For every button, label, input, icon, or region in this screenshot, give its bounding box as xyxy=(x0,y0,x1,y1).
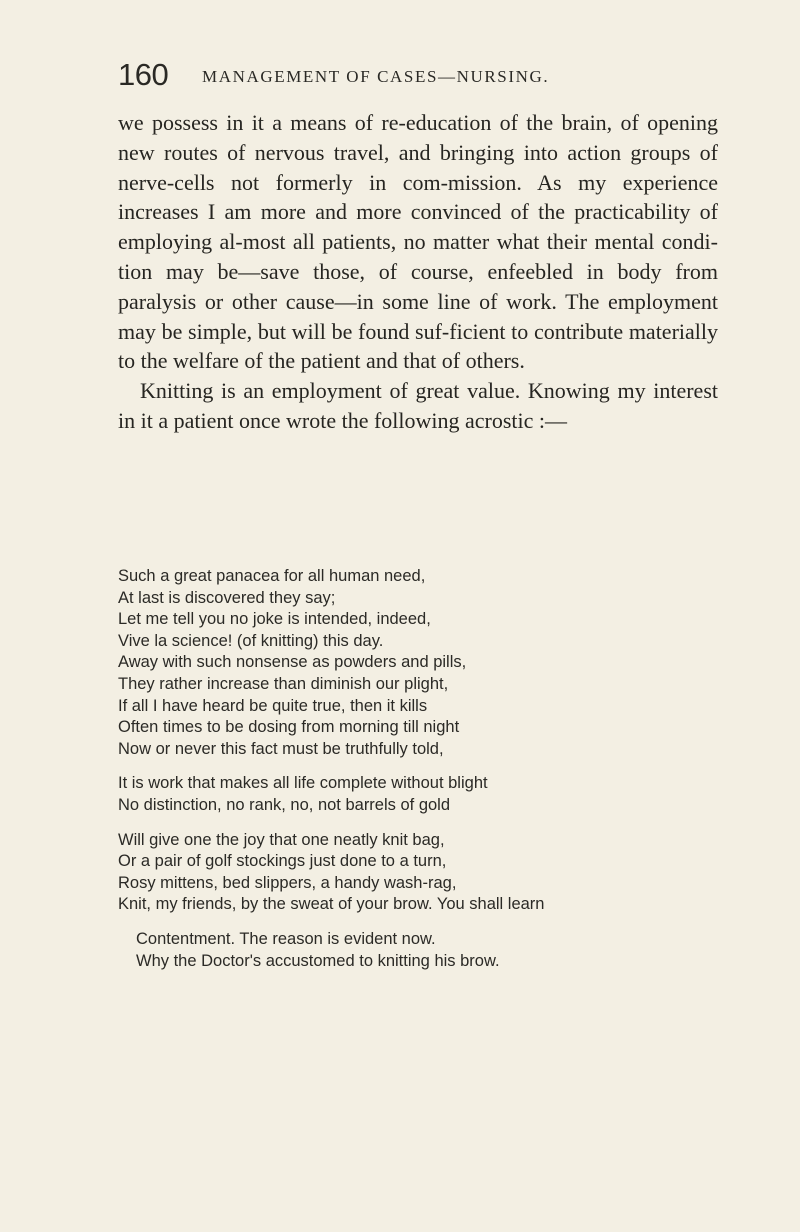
acrostic-poem xyxy=(118,566,758,985)
paragraph: we possess in it a means of re-education of the brain, of opening new routes of nervous travel, and bringing into action groups of nerve-cells not formerly in com-mission. As my experience increases I am more and more convinced of the practicability of employing al-most all patients, no matter what their mental condi-tion may be—save those, of course, enfeebled in body from paralysis or other cause—in some line of work. The employment may be simple, but will be found suf-ficient to contribute materially to the welfare of the patient and that of others. xyxy=(118,110,718,374)
poem-stanza xyxy=(118,566,758,760)
poem-line: Let me tell you no joke is intended, indeed, xyxy=(118,610,431,629)
poem-line: At last is discovered they say; xyxy=(118,588,336,607)
poem-stanza xyxy=(136,929,758,972)
poem-line: No distinction, no rank, no, not barrels of gold xyxy=(118,795,451,814)
poem-stanza xyxy=(118,830,758,916)
poem-line: Knit, my friends, by the sweat of your brow. You shall learn xyxy=(118,895,545,914)
body-text xyxy=(118,108,718,436)
poem-line: It is work that makes all life complete without blight xyxy=(118,774,488,793)
poem-line: Vive la science! (of knitting) this day. xyxy=(118,631,384,650)
poem-line: Will give one the joy that one neatly knit bag, xyxy=(118,830,445,849)
poem-line: If all I have heard be quite true, then it kills xyxy=(118,696,428,715)
poem-line: Often times to be dosing from morning till night xyxy=(118,718,460,737)
poem-line: Such a great panacea for all human need, xyxy=(118,567,426,585)
page-number: 160 xyxy=(118,57,169,92)
poem-line: Rosy mittens, bed slippers, a handy wash-rag, xyxy=(118,873,457,892)
running-head xyxy=(118,58,718,92)
paragraph: Knitting is an employment of great value. Knowing my interest in it a patient once wrote the following acrostic :— xyxy=(118,378,718,433)
running-head-title: MANAGEMENT OF CASES—NURSING. xyxy=(202,67,550,86)
poem-line: Now or never this fact must be truthfully told, xyxy=(118,739,444,758)
poem-line: They rather increase than diminish our plight, xyxy=(118,674,449,693)
poem-stanza xyxy=(118,773,758,816)
poem-line: Away with such nonsense as powders and pills, xyxy=(118,653,467,672)
poem-line: Why the Doctor's accustomed to knitting his brow. xyxy=(136,951,500,970)
poem-line: Or a pair of golf stockings just done to a turn, xyxy=(118,852,447,871)
poem-line: Contentment. The reason is evident now. xyxy=(136,929,436,948)
